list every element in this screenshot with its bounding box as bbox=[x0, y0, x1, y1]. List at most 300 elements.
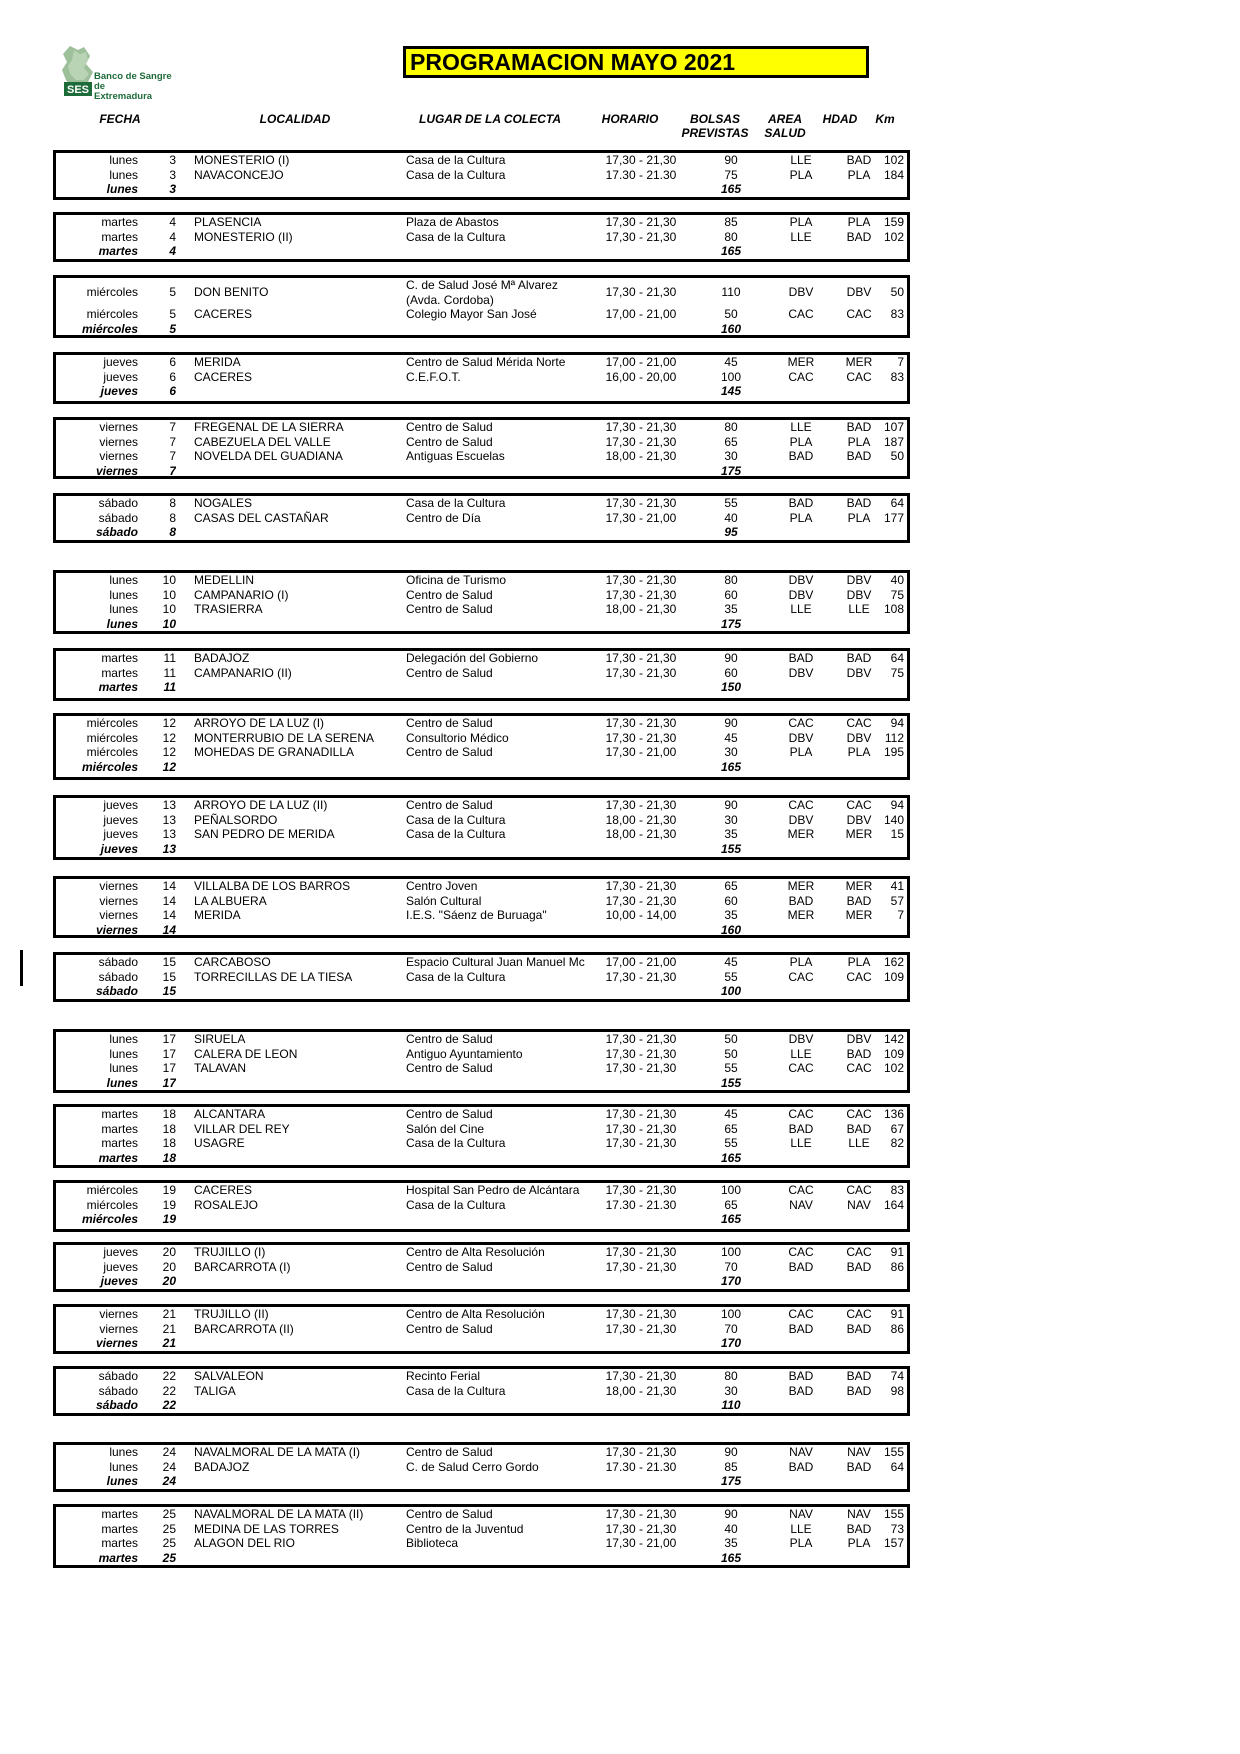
cell-bolsas: 35 bbox=[724, 1536, 738, 1551]
cell-bolsas: 35 bbox=[724, 908, 738, 923]
cell-horario: 17,30 - 21,30 bbox=[605, 1259, 677, 1274]
cell-lugar: Centro de Salud bbox=[406, 1321, 493, 1336]
cell-loc: PLASENCIA bbox=[194, 215, 262, 229]
cell-day: miércoles bbox=[86, 1197, 138, 1212]
cell-area: CAC bbox=[788, 716, 814, 730]
cell-hdad: PLA bbox=[847, 1536, 871, 1551]
table-row bbox=[56, 168, 907, 183]
cell-bolsas: 80 bbox=[724, 1369, 738, 1383]
cell-day: lunes bbox=[109, 153, 138, 167]
cell-horario: 18,00 - 21,30 bbox=[605, 449, 677, 464]
total-num: 21 bbox=[162, 1336, 176, 1351]
header-horario: HORARIO bbox=[601, 112, 659, 126]
cell-bolsas: 75 bbox=[724, 167, 738, 182]
cell-loc: BADAJOZ bbox=[194, 1459, 250, 1474]
cell-num: 13 bbox=[162, 798, 176, 812]
cell-km: 50 bbox=[890, 449, 904, 464]
cell-hdad: BAD bbox=[846, 1121, 872, 1136]
cell-bolsas: 55 bbox=[724, 969, 738, 984]
cell-hdad: NAV bbox=[847, 1445, 871, 1459]
total-day: viernes bbox=[95, 922, 138, 937]
cell-lugar: Casa de la Cultura bbox=[406, 1197, 506, 1212]
total-num: 20 bbox=[162, 1274, 176, 1289]
total-num: 13 bbox=[162, 841, 176, 856]
cell-num: 4 bbox=[169, 229, 176, 244]
table-row bbox=[56, 1047, 907, 1062]
cell-day: lunes bbox=[109, 602, 138, 617]
cell-lugar: Casa de la Cultura bbox=[406, 827, 506, 842]
cell-day: martes bbox=[101, 665, 138, 680]
cell-lugar: Antiguas Escuelas bbox=[406, 449, 505, 464]
table-row bbox=[56, 1061, 907, 1076]
table-row bbox=[56, 1107, 907, 1122]
cell-loc: NAVALMORAL DE LA MATA (I) bbox=[194, 1445, 361, 1459]
cell-hdad: DBV bbox=[846, 573, 872, 587]
day-group bbox=[53, 648, 910, 701]
cell-area: BAD bbox=[788, 1459, 814, 1474]
table-row bbox=[56, 1198, 907, 1213]
cell-area: CAC bbox=[788, 969, 814, 984]
day-group bbox=[53, 275, 910, 338]
cell-loc: CAMPANARIO (I) bbox=[194, 587, 289, 602]
cell-day: miércoles bbox=[86, 745, 138, 760]
total-total: 170 bbox=[720, 1274, 742, 1289]
cell-day: viernes bbox=[99, 1321, 138, 1336]
day-group bbox=[53, 212, 910, 262]
cell-bolsas: 100 bbox=[720, 1245, 742, 1259]
cell-hdad: CAC bbox=[846, 1183, 872, 1197]
day-group bbox=[53, 876, 910, 938]
cell-num: 17 bbox=[162, 1061, 176, 1076]
cell-lugar: Centro de Día bbox=[406, 510, 481, 525]
table-row bbox=[56, 435, 907, 450]
cell-day: martes bbox=[101, 1136, 138, 1151]
cell-num: 6 bbox=[169, 369, 176, 384]
total-num: 18 bbox=[162, 1150, 176, 1165]
cell-num: 14 bbox=[162, 893, 176, 908]
table-row bbox=[56, 1183, 907, 1198]
cell-num: 20 bbox=[162, 1245, 176, 1259]
table-row bbox=[56, 215, 907, 230]
total-num: 10 bbox=[162, 616, 176, 631]
cell-hdad: MER bbox=[845, 879, 873, 893]
cell-day: lunes bbox=[109, 587, 138, 602]
cell-hdad: CAC bbox=[846, 1107, 872, 1121]
cell-day: sábado bbox=[98, 496, 138, 510]
cell-num: 8 bbox=[169, 496, 176, 510]
cell-hdad: MER bbox=[845, 827, 873, 842]
cell-hdad: DBV bbox=[846, 812, 872, 827]
day-group bbox=[53, 1366, 910, 1416]
cell-hdad: BAD bbox=[846, 1383, 872, 1398]
cell-area: DBV bbox=[788, 573, 814, 587]
table-row bbox=[56, 355, 907, 370]
total-row bbox=[56, 984, 907, 999]
total-row bbox=[56, 680, 907, 695]
cell-horario: 17,00 - 21,00 bbox=[605, 955, 677, 969]
logo-brand: SES bbox=[67, 84, 90, 96]
cell-area: BAD bbox=[788, 1121, 814, 1136]
cell-lugar: Casa de la Cultura bbox=[406, 167, 506, 182]
cell-lugar: Centro de la Juventud bbox=[406, 1521, 524, 1536]
cell-lugar: C. de Salud José Mª Alvarez bbox=[406, 278, 558, 292]
cell-day: martes bbox=[101, 1507, 138, 1521]
cell-lugar: Centro de Salud bbox=[406, 434, 493, 449]
cell-km: 75 bbox=[890, 587, 904, 602]
cell-horario: 17,30 - 21,30 bbox=[605, 1445, 677, 1459]
cell-num: 22 bbox=[162, 1369, 176, 1383]
cell-num: 15 bbox=[162, 955, 176, 969]
day-group bbox=[53, 352, 910, 404]
total-row bbox=[56, 1551, 907, 1566]
cell-day: viernes bbox=[99, 908, 138, 923]
total-total: 165 bbox=[720, 1550, 742, 1565]
cell-loc: CAMPANARIO (II) bbox=[194, 665, 292, 680]
cell-num: 5 bbox=[169, 307, 176, 321]
cell-bolsas: 90 bbox=[724, 716, 738, 730]
cell-horario: 17.30 - 21.30 bbox=[605, 167, 677, 182]
cell-num: 18 bbox=[162, 1121, 176, 1136]
cell-hdad: DBV bbox=[846, 665, 872, 680]
cell-bolsas: 55 bbox=[724, 1061, 738, 1076]
cell-km: 74 bbox=[890, 1369, 904, 1383]
cell-horario: 17,30 - 21,30 bbox=[605, 285, 677, 299]
total-day: jueves bbox=[100, 1274, 138, 1289]
cell-hdad: BAD bbox=[846, 1369, 872, 1383]
cell-day: viernes bbox=[99, 449, 138, 464]
logo-line-3: Extremadura bbox=[94, 91, 153, 102]
cell-loc: MONTERRUBIO DE LA SERENA bbox=[194, 730, 375, 745]
cell-day: sábado bbox=[98, 1383, 138, 1398]
cell-hdad: CAC bbox=[846, 1061, 872, 1076]
cell-km: 187 bbox=[883, 434, 904, 449]
cell-km: 50 bbox=[890, 285, 904, 299]
cell-bolsas: 45 bbox=[724, 1107, 738, 1121]
cell-horario: 17.30 - 21.30 bbox=[605, 1197, 677, 1212]
cell-horario: 17,30 - 21,30 bbox=[605, 716, 677, 730]
cell-num: 14 bbox=[162, 908, 176, 923]
cell-lugar: Casa de la Cultura bbox=[406, 1383, 506, 1398]
total-total: 160 bbox=[720, 922, 742, 937]
cell-km: 140 bbox=[883, 812, 904, 827]
total-num: 25 bbox=[162, 1550, 176, 1565]
cell-lugar-line-2: (Avda. Cordoba) bbox=[406, 292, 494, 307]
cell-bolsas: 60 bbox=[724, 893, 738, 908]
cell-horario: 17,30 - 21,30 bbox=[605, 798, 677, 812]
total-row bbox=[56, 182, 907, 197]
day-group bbox=[53, 1180, 910, 1232]
cell-day: jueves bbox=[103, 369, 138, 384]
cell-area: BAD bbox=[788, 1369, 814, 1383]
cell-hdad: NAV bbox=[847, 1197, 871, 1212]
cell-bolsas: 80 bbox=[724, 229, 738, 244]
cell-day: lunes bbox=[109, 1061, 138, 1076]
cell-lugar: Centro de Salud bbox=[406, 1507, 493, 1521]
total-day: miércoles bbox=[81, 1212, 138, 1227]
table-row bbox=[56, 420, 907, 435]
cell-horario: 17,30 - 21,30 bbox=[605, 573, 677, 587]
cell-num: 21 bbox=[162, 1307, 176, 1321]
cell-horario: 17,30 - 21,30 bbox=[605, 1521, 677, 1536]
cell-num: 13 bbox=[162, 827, 176, 842]
total-total: 155 bbox=[720, 841, 742, 856]
total-row bbox=[56, 1274, 907, 1289]
cell-area: PLA bbox=[789, 955, 813, 969]
cell-day: sábado bbox=[98, 969, 138, 984]
total-day: miércoles bbox=[81, 759, 138, 774]
cell-day: jueves bbox=[103, 1245, 138, 1259]
cell-loc: TRUJILLO (I) bbox=[194, 1245, 266, 1259]
total-day: jueves bbox=[100, 841, 138, 856]
logo-line-2: de bbox=[94, 81, 106, 92]
cell-bolsas: 110 bbox=[721, 285, 741, 299]
cell-bolsas: 100 bbox=[720, 369, 742, 384]
total-day: sábado bbox=[95, 525, 138, 540]
cell-hdad: BAD bbox=[846, 1521, 872, 1536]
cell-num: 3 bbox=[169, 153, 176, 167]
cell-km: 159 bbox=[883, 215, 904, 229]
cell-lugar: Delegación del Gobierno bbox=[406, 651, 539, 665]
total-row bbox=[56, 244, 907, 259]
cell-bolsas: 70 bbox=[724, 1321, 738, 1336]
cell-day: martes bbox=[101, 229, 138, 244]
cell-horario: 10,00 - 14,00 bbox=[605, 908, 677, 923]
cell-area: MER bbox=[787, 879, 815, 893]
cell-hdad: BAD bbox=[846, 1321, 872, 1336]
cell-km: 102 bbox=[883, 153, 904, 167]
total-num: 8 bbox=[169, 525, 176, 540]
cell-loc: MEDELLIN bbox=[194, 573, 255, 587]
cell-day: martes bbox=[101, 1121, 138, 1136]
cell-area: CAC bbox=[788, 798, 814, 812]
total-day: martes bbox=[98, 1150, 138, 1165]
table-row bbox=[56, 230, 907, 245]
cell-km: 57 bbox=[890, 893, 904, 908]
cell-loc: VILLAR DEL REY bbox=[194, 1121, 290, 1136]
table-row bbox=[56, 307, 907, 322]
cell-hdad: PLA bbox=[847, 434, 871, 449]
cell-km: 15 bbox=[890, 827, 904, 842]
cell-km: 40 bbox=[890, 573, 904, 587]
cell-km: 102 bbox=[883, 1061, 904, 1076]
cell-hdad: CAC bbox=[846, 798, 872, 812]
cell-hdad: BAD bbox=[846, 1259, 872, 1274]
cell-hdad: DBV bbox=[846, 285, 872, 299]
cell-horario: 17,30 - 21,30 bbox=[605, 651, 677, 665]
total-day: viernes bbox=[95, 1336, 138, 1351]
table-row bbox=[56, 731, 907, 746]
day-group bbox=[53, 795, 910, 860]
cell-km: 162 bbox=[883, 955, 904, 969]
cell-bolsas: 40 bbox=[724, 510, 738, 525]
cell-num: 17 bbox=[162, 1046, 176, 1061]
cell-hdad: CAC bbox=[846, 1245, 872, 1259]
cell-day: miércoles bbox=[86, 730, 138, 745]
cell-km: 91 bbox=[890, 1245, 904, 1259]
cell-km: 83 bbox=[890, 369, 904, 384]
total-total: 110 bbox=[721, 1398, 741, 1413]
cell-bolsas: 85 bbox=[724, 215, 738, 229]
cell-km: 155 bbox=[883, 1445, 904, 1459]
cell-area: NAV bbox=[789, 1197, 813, 1212]
day-group bbox=[53, 150, 910, 200]
cell-lugar: Centro de Salud Mérida Norte bbox=[406, 355, 566, 369]
cell-lugar: Salón del Cine bbox=[406, 1121, 485, 1136]
total-row bbox=[56, 1336, 907, 1351]
cell-area: MER bbox=[787, 827, 815, 842]
cell-horario: 17,30 - 21,00 bbox=[605, 1536, 677, 1551]
cell-num: 5 bbox=[169, 285, 176, 299]
cell-hdad: MER bbox=[845, 355, 873, 369]
cell-loc: TALAVAN bbox=[194, 1061, 247, 1076]
total-total: 165 bbox=[720, 1150, 742, 1165]
cell-bolsas: 85 bbox=[724, 1459, 738, 1474]
cell-lugar: Casa de la Cultura bbox=[406, 969, 506, 984]
day-group bbox=[53, 493, 910, 543]
total-row bbox=[56, 617, 907, 632]
cell-loc: FREGENAL DE LA SIERRA bbox=[194, 420, 344, 434]
cell-lugar: Espacio Cultural Juan Manuel Mc bbox=[406, 955, 585, 969]
cell-horario: 17,30 - 21,30 bbox=[605, 1136, 677, 1151]
cell-num: 12 bbox=[162, 745, 176, 760]
cell-hdad: PLA bbox=[847, 167, 871, 182]
table-row bbox=[56, 1384, 907, 1399]
cell-hdad: CAC bbox=[846, 369, 872, 384]
day-group bbox=[53, 1504, 910, 1568]
cell-lugar: Centro de Salud bbox=[406, 1259, 493, 1274]
cell-loc: CASAS DEL CASTAÑAR bbox=[194, 510, 329, 525]
cell-loc: NAVALMORAL DE LA MATA (II) bbox=[194, 1507, 364, 1521]
table-row bbox=[56, 666, 907, 681]
cell-area: LLE bbox=[790, 420, 812, 434]
total-row bbox=[56, 1076, 907, 1091]
cell-horario: 17,30 - 21,30 bbox=[605, 1107, 677, 1121]
cell-hdad: BAD bbox=[846, 893, 872, 908]
cell-km: 142 bbox=[883, 1032, 904, 1046]
cell-horario: 17,30 - 21,30 bbox=[605, 1061, 677, 1076]
cell-num: 12 bbox=[162, 730, 176, 745]
cell-num: 7 bbox=[169, 420, 176, 434]
cell-day: viernes bbox=[99, 893, 138, 908]
cell-km: 157 bbox=[883, 1536, 904, 1551]
header-localidad: LOCALIDAD bbox=[259, 112, 331, 126]
cell-loc: MERIDA bbox=[194, 355, 241, 369]
total-row bbox=[56, 525, 907, 540]
day-group bbox=[53, 570, 910, 634]
cell-num: 11 bbox=[163, 665, 176, 680]
cell-day: sábado bbox=[98, 955, 138, 969]
cell-lugar: Centro de Salud bbox=[406, 1445, 493, 1459]
table-row bbox=[56, 1245, 907, 1260]
cell-num: 10 bbox=[162, 602, 176, 617]
cell-day: martes bbox=[101, 215, 138, 229]
cell-lugar: Hospital San Pedro de Alcántara bbox=[406, 1183, 580, 1197]
cell-bolsas: 65 bbox=[724, 1121, 738, 1136]
cell-num: 10 bbox=[162, 573, 176, 587]
cell-lugar: Oficina de Turismo bbox=[406, 573, 507, 587]
cell-area: DBV bbox=[788, 730, 814, 745]
table-row bbox=[56, 813, 907, 828]
page-title: PROGRAMACION MAYO 2021 bbox=[403, 46, 869, 78]
table-row bbox=[56, 449, 907, 464]
cell-area: PLA bbox=[789, 510, 813, 525]
cell-km: 98 bbox=[890, 1383, 904, 1398]
table-row bbox=[56, 573, 907, 588]
cell-km: 112 bbox=[884, 730, 904, 745]
total-day: jueves bbox=[100, 384, 138, 399]
total-day: viernes bbox=[95, 463, 138, 478]
cell-hdad: PLA bbox=[847, 745, 871, 760]
cell-num: 14 bbox=[162, 879, 176, 893]
cell-horario: 18,00 - 21,30 bbox=[605, 827, 677, 842]
total-num: 15 bbox=[162, 984, 176, 999]
cell-bolsas: 60 bbox=[724, 665, 738, 680]
cell-horario: 17.30 - 21.30 bbox=[605, 1459, 677, 1474]
cell-day: sábado bbox=[98, 1369, 138, 1383]
cell-horario: 17,30 - 21,30 bbox=[605, 1046, 677, 1061]
cell-day: jueves bbox=[103, 355, 138, 369]
cell-horario: 17,30 - 21,30 bbox=[605, 1507, 677, 1521]
total-total: 165 bbox=[720, 182, 742, 197]
cell-hdad: CAC bbox=[846, 969, 872, 984]
cell-area: BAD bbox=[788, 893, 814, 908]
cell-area: LLE bbox=[790, 1521, 812, 1536]
table-row bbox=[56, 1460, 907, 1475]
cell-area: CAC bbox=[788, 1307, 814, 1321]
cell-area: DBV bbox=[788, 665, 814, 680]
cell-km: 155 bbox=[883, 1507, 904, 1521]
cell-loc: MONESTERIO (I) bbox=[194, 153, 290, 167]
cell-bolsas: 65 bbox=[724, 879, 738, 893]
header-fecha: FECHA bbox=[99, 112, 141, 126]
cell-hdad: MER bbox=[845, 908, 873, 923]
total-day: martes bbox=[98, 1550, 138, 1565]
total-num: 11 bbox=[163, 680, 176, 695]
cell-horario: 17,30 - 21,30 bbox=[605, 420, 677, 434]
cell-bolsas: 50 bbox=[724, 307, 738, 321]
cell-km: 82 bbox=[890, 1136, 904, 1151]
cell-area: DBV bbox=[788, 285, 814, 299]
cell-num: 12 bbox=[162, 716, 176, 730]
cell-lugar: Centro de Salud bbox=[406, 587, 493, 602]
cell-hdad: BAD bbox=[846, 651, 872, 665]
cell-loc: BARCARROTA (II) bbox=[194, 1321, 294, 1336]
cell-horario: 17,30 - 21,30 bbox=[605, 879, 677, 893]
cell-hdad: BAD bbox=[846, 153, 872, 167]
cell-area: CAC bbox=[788, 1107, 814, 1121]
total-total: 145 bbox=[720, 384, 742, 399]
cell-day: lunes bbox=[109, 573, 138, 587]
total-row bbox=[56, 923, 907, 938]
header-hdad: HDAD bbox=[822, 112, 858, 126]
cell-horario: 17,30 - 21,30 bbox=[605, 496, 677, 510]
table-row bbox=[56, 798, 907, 813]
cell-km: 64 bbox=[890, 651, 904, 665]
cell-km: 83 bbox=[890, 307, 904, 321]
cell-km: 109 bbox=[883, 1046, 904, 1061]
cell-day: lunes bbox=[109, 1459, 138, 1474]
cell-km: 86 bbox=[890, 1259, 904, 1274]
cell-horario: 17,30 - 21,30 bbox=[605, 1307, 677, 1321]
total-num: 4 bbox=[169, 244, 176, 259]
table-row bbox=[56, 153, 907, 168]
table-row bbox=[56, 1260, 907, 1275]
cell-hdad: PLA bbox=[847, 215, 871, 229]
cell-loc: TRASIERRA bbox=[194, 602, 263, 617]
cell-km: 108 bbox=[883, 602, 904, 617]
cell-km: 41 bbox=[890, 879, 904, 893]
cell-lugar: Centro de Salud bbox=[406, 798, 493, 812]
